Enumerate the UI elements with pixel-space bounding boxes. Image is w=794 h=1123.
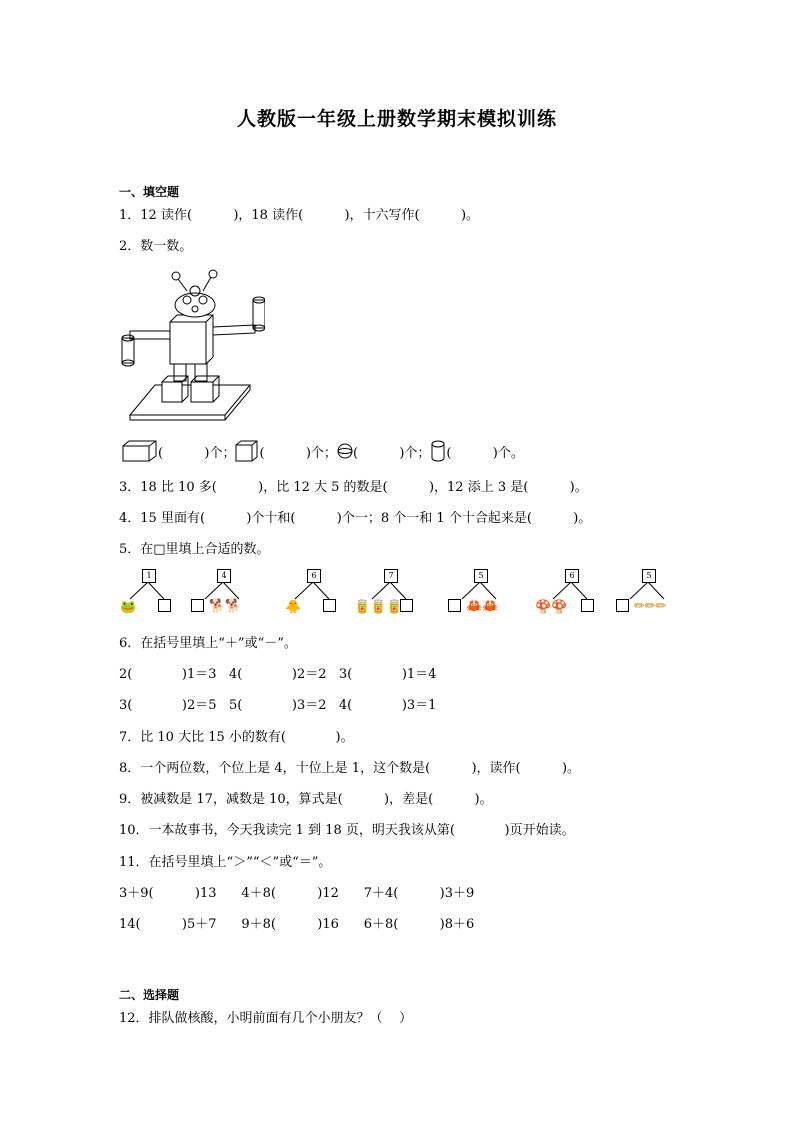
cylinder-count: ( )个。 — [446, 445, 524, 461]
tree-top-number: 1 — [142, 569, 156, 583]
question-11-row-2: 14( )5＋7 9＋8( )16 6＋8( )8＋6 — [119, 917, 475, 932]
question-6-row-1: 2( )1＝3 4( )2＝2 3( )1＝4 — [119, 667, 437, 682]
question-11-row-1: 3＋9( )13 4＋8( )12 7＋4( )3＋9 — [119, 886, 475, 901]
answer-box[interactable] — [191, 599, 204, 612]
counting-picture-icon: 🐥 — [285, 600, 302, 615]
question-7: 7．比 10 大比 15 小的数有( )。 — [119, 730, 354, 745]
section-fill-in-heading: 一、填空题 — [119, 185, 180, 199]
sphere-count: ( )个； — [352, 445, 431, 461]
question-2: 2．数一数。 — [119, 239, 193, 254]
answer-box[interactable] — [448, 599, 461, 612]
answer-box[interactable] — [323, 599, 336, 612]
question-11: 11．在括号里填上“＞”“＜”或“＝”。 — [119, 855, 332, 870]
question-4: 4．15 里面有( )个十和( )个一；8 个一和 1 个十合起来是( )。 — [119, 511, 592, 526]
tree-top-number: 5 — [474, 569, 488, 583]
counting-picture-icon: 🥫🥫🥫 — [354, 600, 403, 615]
tree-top-number: 6 — [565, 569, 579, 583]
question-6-row-2: 3( )2＝5 5( )3＝2 4( )3＝1 — [119, 698, 437, 713]
question-9: 9．被减数是 17，减数是 10，算式是( )，差是( )。 — [119, 792, 493, 807]
question-1: 1．12 读作( )，18 读作( )，十六写作( )。 — [119, 208, 480, 223]
sphere-icon — [337, 443, 353, 459]
question-10: 10．一本故事书，今天我读完 1 到 18 页，明天我该从第( )页开始读。 — [119, 823, 575, 838]
cylinder-icon — [430, 440, 446, 462]
cuboid-count: ( )个； — [158, 445, 236, 461]
answer-box[interactable] — [158, 599, 171, 612]
section-choice-heading: 二、选择题 — [119, 988, 180, 1002]
cube-icon — [235, 440, 259, 462]
answer-box[interactable] — [581, 599, 594, 612]
cube-count: ( )个； — [259, 445, 337, 461]
counting-picture-icon: 🐸 — [120, 600, 137, 615]
counting-picture-icon: 🍄🍄 — [535, 600, 568, 615]
robot-figure — [115, 265, 265, 425]
tree-top-number: 5 — [642, 569, 656, 583]
counting-picture-icon: 🦀🦀 — [466, 599, 499, 614]
tree-top-number: 4 — [217, 569, 231, 583]
tree-top-number: 7 — [384, 569, 398, 583]
counting-picture-icon: ✏✏✏ — [634, 599, 667, 614]
question-8: 8．一个两位数，个位上是 4，十位上是 1，这个数是( )，读作( )。 — [119, 761, 581, 776]
question-6: 6．在括号里填上“＋”或“－”。 — [119, 636, 297, 651]
counting-picture-icon: 🐕🐕 — [209, 599, 242, 614]
question-3: 3．18 比 10 多( )，比 12 大 5 的数是( )，12 添上 3 是( )。 — [119, 480, 588, 495]
cuboid-icon — [122, 440, 158, 462]
question-12: 12．排队做核酸，小明前面有几个小朋友？（ ） — [119, 1011, 413, 1026]
page-title: 人教版一年级上册数学期末模拟训练 — [236, 108, 557, 130]
shape-count-row — [122, 440, 524, 462]
tree-top-number: 6 — [307, 569, 321, 583]
answer-box[interactable] — [616, 599, 629, 612]
question-5: 5．在□里填上合适的数。 — [119, 542, 270, 557]
